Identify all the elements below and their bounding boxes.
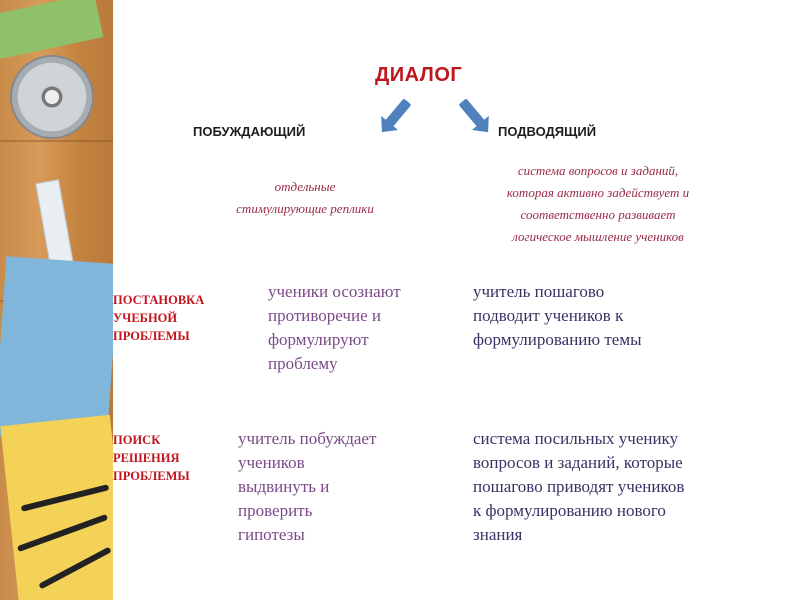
yellow-paper-decoration — [0, 415, 113, 600]
column-heading-right: ПОДВОДЯЩИЙ — [498, 124, 597, 139]
description-right — [465, 160, 731, 248]
cell-line: гипотезы — [238, 525, 305, 544]
cell-row2-left — [238, 427, 453, 547]
cell-line: формулированию темы — [473, 330, 642, 349]
cell-line: к формулированию нового — [473, 501, 666, 520]
cell-row1-right — [473, 280, 723, 352]
description-line: система вопросов и заданий, — [517, 163, 679, 178]
slide-content — [113, 0, 800, 600]
arrow-down-left-icon — [385, 98, 412, 127]
cd-disc-decoration — [10, 55, 94, 139]
wood-plank-line — [0, 140, 113, 142]
cell-line: пошагово приводят учеников — [473, 477, 685, 496]
cell-line: противоречие и — [268, 306, 381, 325]
row-label-problem-statement — [113, 291, 238, 345]
column-heading-left: ПОБУЖДАЮЩИЙ — [193, 124, 306, 139]
cell-line: знания — [473, 525, 523, 544]
cell-line: проблему — [268, 354, 338, 373]
cell-line: система посильных ученику — [473, 429, 679, 448]
slide-title: ДИАЛОГ — [375, 64, 463, 86]
description-line: соответственно развивает — [520, 207, 676, 222]
arrow-down-right-icon — [459, 98, 486, 127]
description-line: стимулирующие реплики — [236, 201, 374, 216]
row-label-line: ПОСТАНОВКА — [113, 293, 205, 307]
cell-line: учитель пошагово — [473, 282, 605, 301]
cell-line: вопросов и заданий, которые — [473, 453, 683, 472]
cell-line: учеников — [238, 453, 305, 472]
cell-line: подводит учеников к — [473, 306, 624, 325]
row-label-solution-search — [113, 431, 238, 485]
row-label-line: РЕШЕНИЯ — [113, 451, 180, 465]
row-label-line: ПРОБЛЕМЫ — [113, 329, 190, 343]
cell-row2-right — [473, 427, 793, 547]
description-left — [205, 176, 405, 220]
cell-line: учитель побуждает — [238, 429, 377, 448]
description-line: которая активно задействует и — [506, 185, 690, 200]
row-label-line: УЧЕБНОЙ — [113, 311, 178, 325]
cell-row1-left — [268, 280, 458, 376]
row-label-line: ПРОБЛЕМЫ — [113, 469, 190, 483]
desk-photo-decoration — [0, 0, 113, 600]
description-line: логическое мышление учеников — [512, 229, 684, 244]
cell-line: ученики осознают — [268, 282, 401, 301]
row-label-line: ПОИСК — [113, 433, 161, 447]
cell-line: проверить — [238, 501, 313, 520]
description-line: отдельные — [274, 179, 336, 194]
cell-line: выдвинуть и — [238, 477, 330, 496]
cell-line: формулируют — [268, 330, 369, 349]
green-paper-decoration — [0, 0, 103, 62]
